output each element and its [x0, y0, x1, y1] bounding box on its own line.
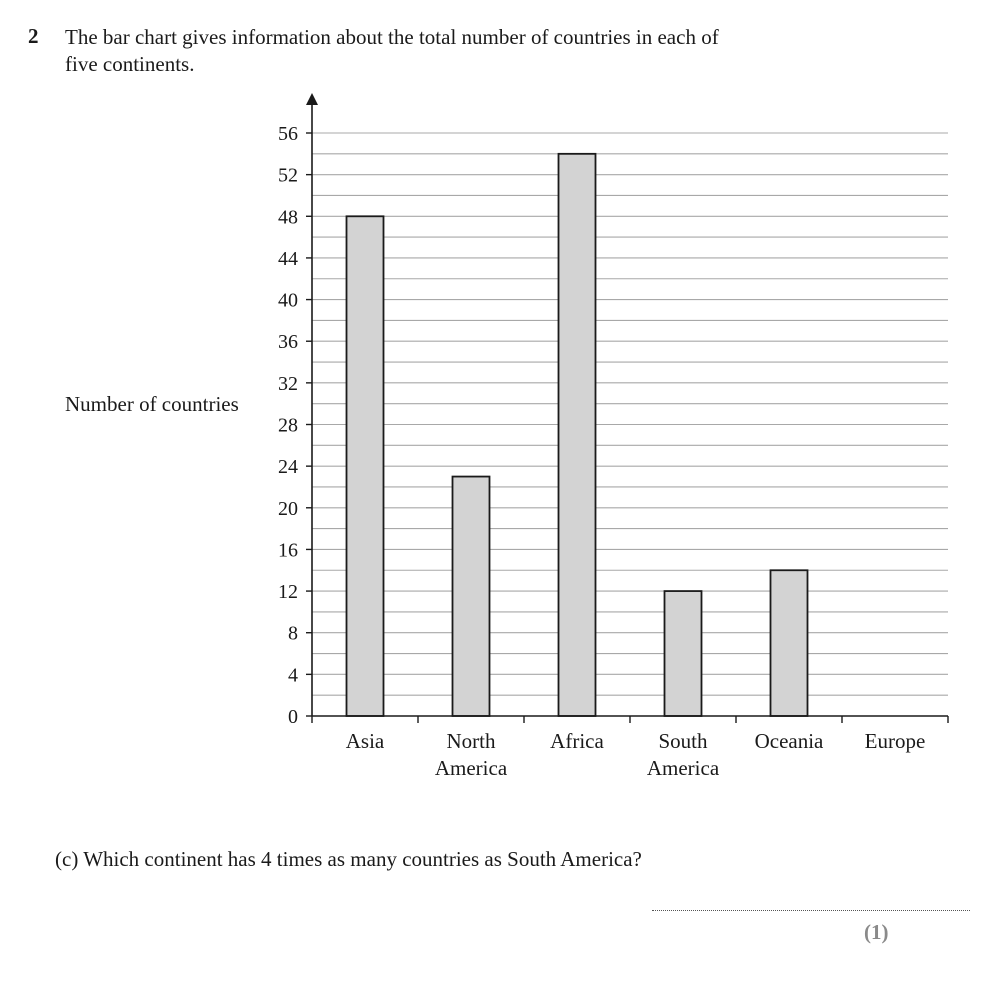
y-axis-arrow: [306, 93, 318, 105]
x-tick-label-line-2: America: [434, 756, 508, 780]
x-tick-label: Africa: [550, 729, 604, 753]
x-tick-label: Asia: [345, 729, 385, 753]
bar-north: [453, 477, 490, 716]
y-tick-label: 0: [288, 706, 298, 728]
question-number: 2: [28, 24, 39, 48]
y-tick-label: 8: [288, 622, 298, 645]
bar-south: [665, 591, 702, 716]
y-tick-label: 32: [278, 372, 298, 395]
y-tick-label: 48: [278, 206, 298, 229]
x-tick-label: South: [658, 729, 708, 753]
y-tick-label: 52: [278, 164, 298, 187]
x-tick-label-line-2: America: [646, 756, 720, 780]
question-text-line-2: five continents.: [65, 52, 195, 76]
y-tick-label: 24: [278, 456, 298, 479]
x-tick-label: Europe: [864, 729, 926, 753]
answer-line[interactable]: [652, 910, 970, 911]
y-axis-label: Number of countries: [65, 392, 239, 416]
part-c-question: [55, 847, 642, 872]
x-tick-label: Oceania: [754, 729, 824, 753]
bar-oceania: [771, 570, 808, 716]
y-tick-label: 28: [278, 414, 298, 437]
question-text-line-1: The bar chart gives information about the total number of countries in each of: [65, 25, 719, 49]
y-tick-label: 40: [278, 289, 298, 312]
y-tick-label: 56: [278, 123, 298, 145]
marks-label: (1): [864, 920, 889, 944]
y-tick-label: 36: [278, 331, 298, 354]
part-c-label: (c): [55, 847, 79, 871]
x-tick-label: North: [446, 729, 496, 753]
y-tick-label: 4: [288, 664, 298, 687]
bar-asia: [347, 216, 384, 716]
y-tick-label: 20: [278, 497, 298, 520]
y-tick-label: 12: [278, 581, 298, 604]
y-tick-label: 44: [278, 247, 298, 270]
y-tick-label: 16: [278, 539, 298, 562]
bar-africa: [559, 154, 596, 716]
part-c-text: Which continent has 4 times as many countries as South America?: [83, 847, 642, 871]
